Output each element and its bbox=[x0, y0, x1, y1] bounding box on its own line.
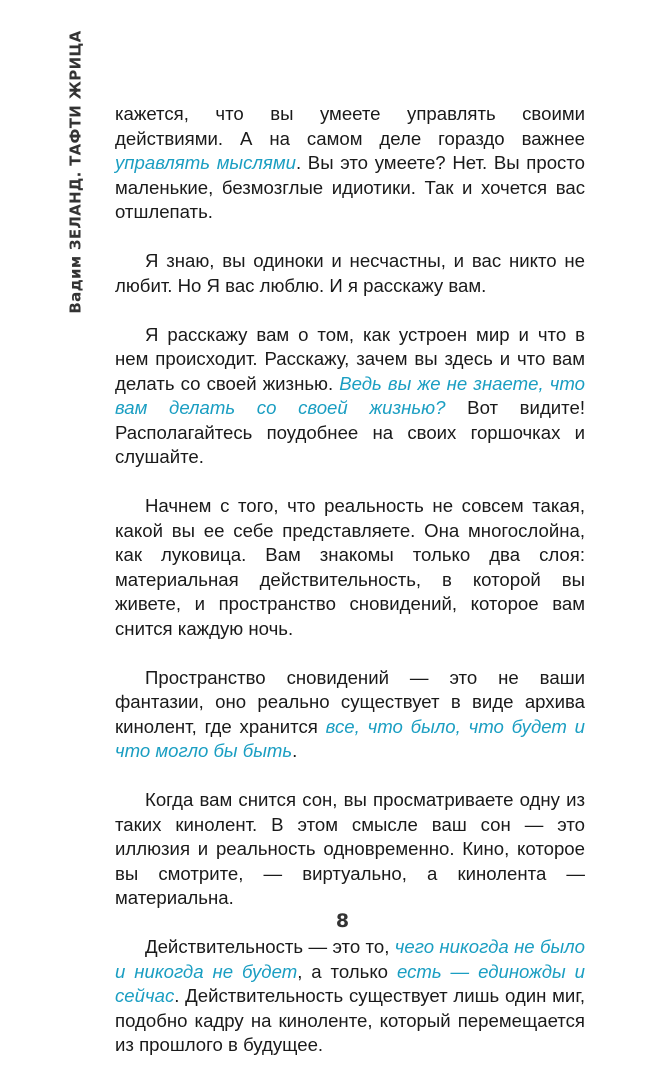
text-run: Я знаю, вы одиноки и несчастны, и вас никто не любит. Но Я вас люблю. И я расскажу вам. bbox=[115, 250, 585, 296]
text-run: , а только bbox=[297, 960, 397, 982]
page-number: 8 bbox=[335, 910, 350, 932]
paragraph bbox=[115, 935, 585, 1058]
paragraph bbox=[115, 249, 585, 298]
highlighted-phrase: управлять мыслями bbox=[115, 152, 296, 173]
running-head-text: Вадим ЗЕЛАНД. ТАФТИ ЖРИЦА bbox=[67, 30, 85, 314]
paragraph bbox=[115, 102, 585, 225]
highlighted-phrase: чего никогда не было и никогда не будет bbox=[115, 936, 586, 982]
paragraph bbox=[115, 788, 585, 911]
text-run: . Вы это умеете? Нет. Вы просто маленькие, безмозглые идиотики. Так и хочется вас отшлепать. bbox=[115, 152, 585, 222]
text-run: . Действительность существует лишь один миг, подобно кадру на киноленте, который перемещается из прошлого в будущее. bbox=[115, 985, 585, 1055]
text-run: Я расскажу вам о том, как устроен мир и что в нем происходит. Расскажу, зачем вы здесь и что вам делать со своей жизнью. bbox=[115, 323, 585, 394]
paragraph bbox=[115, 666, 585, 764]
text-run: Начнем с того, что реальность не совсем такая, какой вы ее себе представляете. Она многослойна, как луковица. Вам знакомы только два слоя: материальная действительность, в которой вы живете, и пространство сновидений, которое вам снится каждую ночь. bbox=[115, 495, 585, 639]
highlighted-phrase: Ведь вы же не знаете, что вам делать со своей жизнью? bbox=[115, 372, 585, 418]
highlighted-phrase: есть — единожды и сейчас bbox=[115, 960, 585, 1006]
paragraph bbox=[115, 323, 585, 470]
text-run: Действительность — это то, bbox=[145, 936, 395, 957]
body-text bbox=[115, 102, 585, 1082]
running-head bbox=[60, 30, 92, 314]
text-run: Вот видите! Располагайтесь поудобнее на своих горшочках и слушайте. bbox=[115, 397, 585, 467]
highlighted-phrase: все, что было, что будет и что могло бы быть bbox=[115, 715, 586, 761]
text-run: Пространство сновидений — это не ваши фантазии, оно реально существует в виде архива кинолент, где хранится bbox=[115, 666, 585, 737]
text-run: . bbox=[292, 740, 298, 761]
paragraph bbox=[115, 494, 585, 641]
text-run: кажется, что вы умеете управлять своими действиями. А на самом деле гораздо важнее bbox=[115, 103, 585, 149]
text-run: Когда вам снится сон, вы просматриваете одну из таких кинолент. В этом смысле ваш сон — это иллюзия и реальность одновременно. Кино, которое вы смотрите, — виртуально, а кинолента — материальна. bbox=[115, 789, 585, 908]
